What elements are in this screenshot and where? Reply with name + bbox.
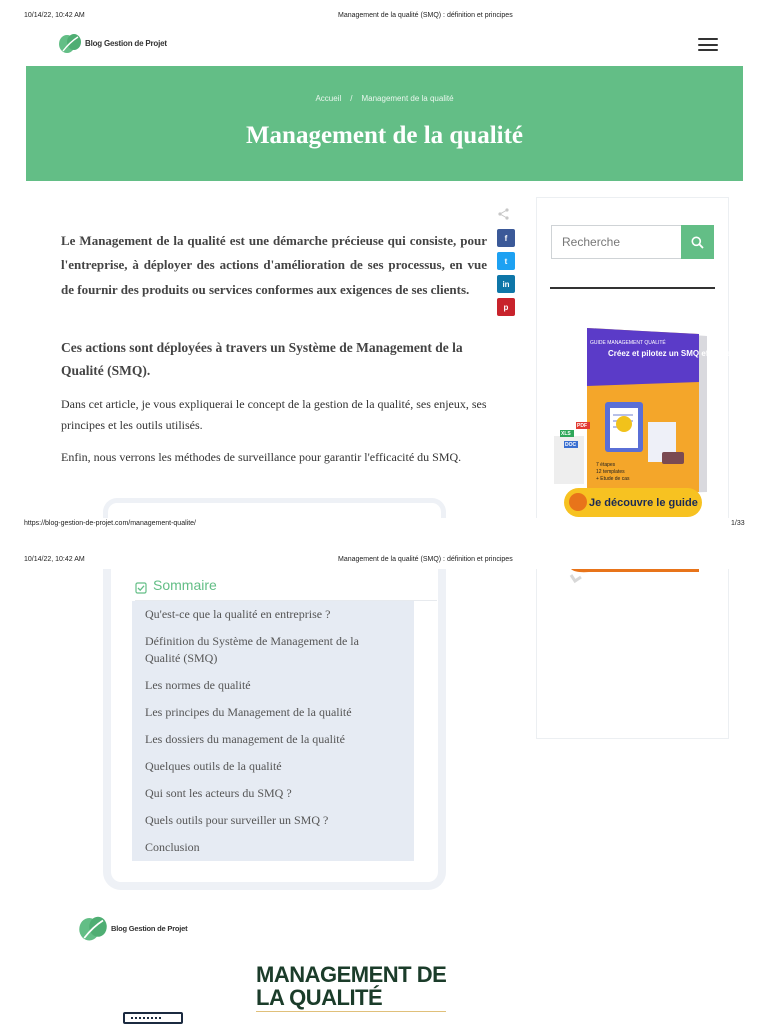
quality-guide-ad[interactable] — [550, 324, 751, 518]
twitter-share-button[interactable] — [497, 252, 515, 270]
toc-list — [132, 601, 414, 861]
toc-item-monitoring[interactable]: Quels outils pour surveiller un SMQ ? — [145, 813, 329, 827]
toc-item-records[interactable]: Les dossiers du management de la qualité — [145, 732, 345, 746]
leaf-logo-icon — [78, 914, 108, 942]
discover-guide-button[interactable] — [564, 488, 702, 517]
breadcrumb-current: Management de la qualité — [361, 94, 454, 103]
table-of-contents — [103, 569, 446, 890]
guide-feature-templates: 12 templates — [596, 469, 625, 475]
guide-feature-steps: 7 étapes — [596, 462, 616, 468]
toc-item-principles[interactable]: Les principes du Management de la qualité — [145, 705, 352, 719]
pdf-badge: PDF — [577, 423, 587, 429]
toc-heading: Sommaire — [153, 576, 217, 593]
infographic-logo-text: Blog Gestion de Projet — [111, 923, 188, 933]
print-datetime: 10/14/22, 10:42 AM — [24, 12, 85, 19]
twitter-icon: t — [504, 256, 508, 266]
print-doc-title-page2: Management de la qualité (SMQ) : définition et principes — [338, 556, 513, 563]
logo-text: Blog Gestion de Projet — [85, 38, 167, 48]
breadcrumb-home-link[interactable]: Accueil — [315, 94, 342, 103]
toc-item-quality-definition[interactable]: Qu'est-ce que la qualité en entreprise ? — [145, 607, 331, 621]
share-buttons — [497, 229, 515, 321]
guide-ad-remnant — [569, 569, 699, 587]
menu-icon[interactable] — [698, 38, 718, 54]
article-paragraph-smq: Ces actions sont déployées à travers un Système de Management de la Qualité (SMQ). — [61, 340, 463, 378]
site-header — [0, 26, 768, 66]
guide-banner-text: GUIDE MANAGEMENT QUALITÉ — [590, 340, 666, 346]
infographic-title-line2: LA QUALITÉ — [256, 985, 383, 1010]
toc-frame-top — [103, 498, 446, 518]
linkedin-icon: in — [502, 279, 510, 289]
toc-item-conclusion[interactable]: Conclusion — [145, 840, 200, 854]
breadcrumb — [26, 94, 743, 103]
print-page-number: 1/33 — [731, 520, 745, 527]
xls-badge: XLS — [561, 431, 571, 437]
article-paragraph-intro: Le Management de la qualité est une démarche précieuse qui consiste, pour l'entreprise, à déployer des actions d'amélioration de ses processus, en vue de fournir des produits ou services conformes aux exigences de ses clients. — [61, 233, 487, 297]
pinterest-share-button[interactable] — [497, 298, 515, 316]
infographic-underline — [256, 1011, 446, 1012]
toc-item-standards[interactable]: Les normes de qualité — [145, 678, 251, 692]
toc-item-actors[interactable]: Qui sont les acteurs du SMQ ? — [145, 786, 292, 800]
sidebar-divider — [550, 287, 715, 289]
facebook-share-button[interactable] — [497, 229, 515, 247]
infographic-title-line1: MANAGEMENT DE — [256, 962, 447, 987]
infographic-title — [256, 963, 446, 1009]
toc-header[interactable] — [135, 569, 437, 601]
search-icon — [691, 236, 704, 249]
doc-badge: DOC — [565, 442, 577, 448]
print-doc-title: Management de la qualité (SMQ) : définition et principes — [338, 12, 513, 19]
page-title: Management de la qualité — [245, 122, 524, 149]
article-paragraph-methods: Enfin, nous verrons les méthodes de surveillance pour garantir l'efficacité du SMQ. — [61, 450, 462, 464]
search-input[interactable] — [551, 225, 682, 259]
print-url: https://blog-gestion-de-projet.com/management-qualite/ — [24, 520, 196, 527]
hero-banner — [26, 66, 743, 181]
search-button[interactable] — [681, 225, 714, 259]
toc-item-smq-definition[interactable]: Définition du Système de Management de la Qualité (SMQ) — [145, 634, 359, 665]
site-logo[interactable] — [58, 32, 167, 54]
download-arrow-icon — [569, 493, 587, 511]
monitor-icon — [123, 1012, 183, 1024]
print-datetime-page2: 10/14/22, 10:42 AM — [24, 556, 85, 563]
guide-feature-case: + Etude de cas — [596, 476, 630, 482]
toc-item-tools[interactable]: Quelques outils de la qualité — [145, 759, 282, 773]
linkedin-share-button[interactable] — [497, 275, 515, 293]
article-paragraph-scope: Dans cet article, je vous expliquerai le concept de la gestion de la qualité, ses enjeux, ses principes et les outils utilisés. — [61, 397, 487, 432]
pinterest-icon: p — [503, 302, 509, 312]
checkbox-icon — [135, 582, 147, 594]
share-icon[interactable] — [497, 207, 511, 226]
leaf-logo-icon — [58, 32, 82, 54]
guide-headline-text: Créez et pilotez un SMQ efficacement — [608, 349, 751, 358]
sidebar-continued — [536, 569, 729, 739]
facebook-icon: f — [504, 233, 508, 243]
infographic-logo — [78, 914, 187, 942]
discover-guide-label: Je découvre le guide — [589, 496, 698, 509]
breadcrumb-separator: / — [350, 94, 353, 103]
